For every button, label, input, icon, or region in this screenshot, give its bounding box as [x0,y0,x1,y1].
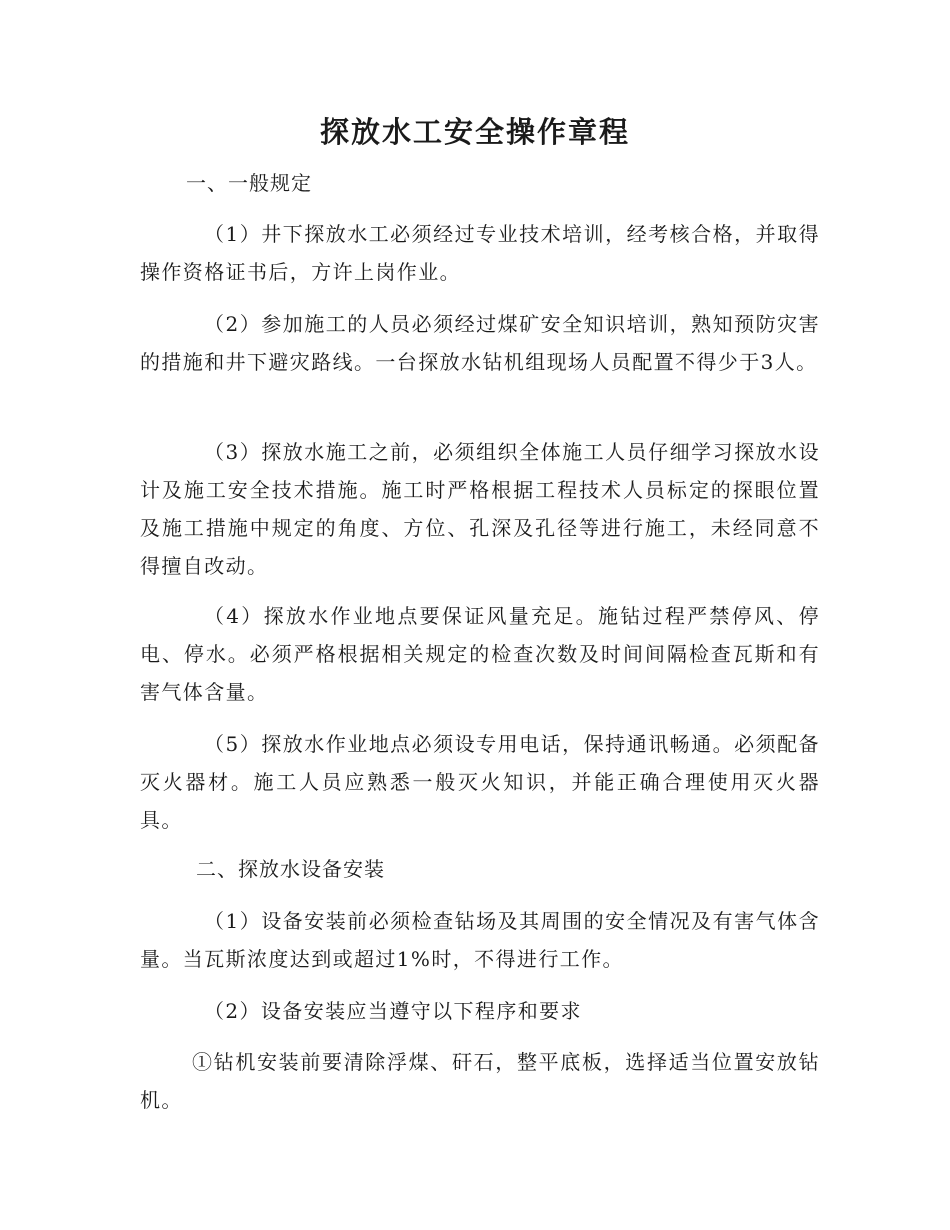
document-title: 探放水工安全操作章程 [319,115,630,149]
paragraph-general-1: （1）井下探放水工必须经过专业技术培训，经考核合格，并取得操作资格证书后，方许上岗作业。 [140,222,820,284]
paragraph-general-2: （2）参加施工的人员必须经过煤矿安全知识培训，熟知预防灾害的措施和井下避灾路线。一台探放水钻机组现场人员配置不得少于3人。 [140,312,820,374]
paragraph-installation-3: ①钻机安装前要清除浮煤、矸石，整平底板，选择适当位置安放钻机。 [140,1050,820,1112]
paragraph-general-3: （3）探放水施工之前，必须组织全体施工人员仔细学习探放水设计及施工安全技术措施。施工时严格根据工程技术人员标定的探眼位置及施工措施中规定的角度、方位、孔深及孔径等进行施工，未经同意不得擅自改动。 [140,440,820,578]
paragraph-installation-1: （1）设备安装前必须检查钻场及其周围的安全情况及有害气体含量。当瓦斯浓度达到或超过1%时，不得进行工作。 [140,909,820,971]
section-heading-installation: 二、探放水设备安装 [196,857,385,881]
section-heading-general: 一、一般规定 [186,171,312,195]
paragraph-general-4: （4）探放水作业地点要保证风量充足。施钻过程严禁停风、停电、停水。必须严格根据相关规定的检查次数及时间间隔检查瓦斯和有害气体含量。 [140,604,820,704]
paragraph-installation-2: （2）设备安装应当遵守以下程序和要求 [204,999,582,1023]
paragraph-general-5: （5）探放水作业地点必须设专用电话，保持通讯畅通。必须配备灭火器材。施工人员应熟悉一般灭火知识，并能正确合理使用灭火器具。 [140,732,820,832]
